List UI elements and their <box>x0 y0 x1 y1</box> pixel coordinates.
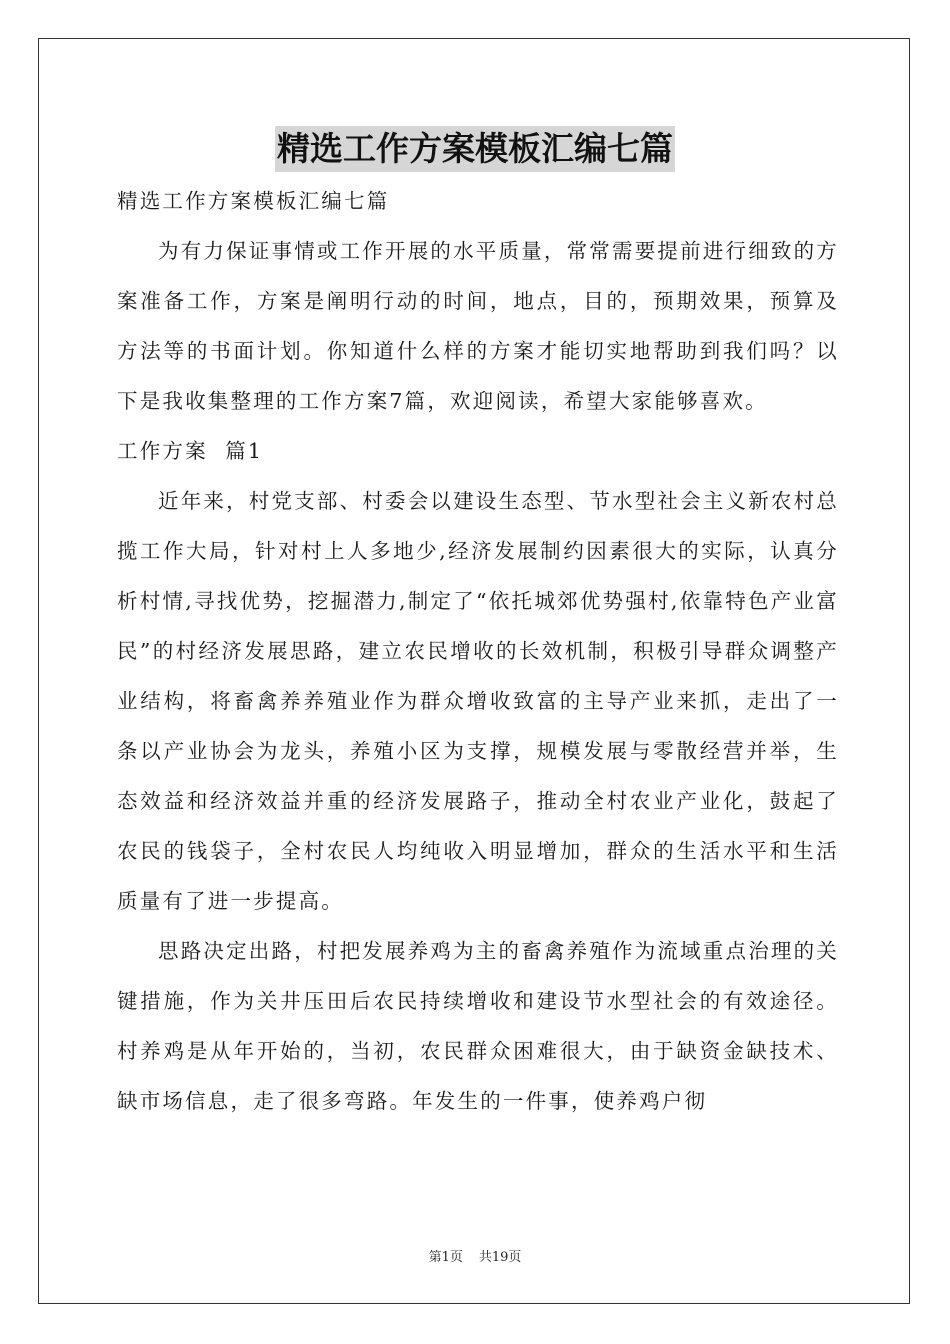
page-total: 共19页 <box>478 1250 522 1265</box>
body-paragraph-2: 思路决定出路，村把发展养鸡为主的畜禽养殖作为流域重点治理的关键措施，作为关井压田后农民持续增收和建设节水型社会的有效途径。村养鸡是从年开始的，当初，农民群众困难很大，由于缺资金缺技术、缺市场信息，走了很多弯路。年发生的一件事，使养鸡户彻 <box>117 939 839 1113</box>
section-heading: 工作方案 篇1 <box>117 439 264 463</box>
page-number: 第1页 <box>428 1250 463 1265</box>
document-body <box>117 176 839 1126</box>
page-footer <box>0 1246 950 1265</box>
title-container <box>0 126 950 172</box>
intro-paragraph: 为有力保证事情或工作开展的水平质量，常常需要提前进行细致的方案准备工作，方案是阐明行动的时间，地点，目的，预期效果，预算及方法等的书面计划。你知道什么样的方案才能切实地帮助到我们吗？以下是我收集整理的工作方案7篇，欢迎阅读，希望大家能够喜欢。 <box>117 239 839 413</box>
document-subtitle: 精选工作方案模板汇编七篇 <box>117 189 390 213</box>
body-paragraph-1: 近年来，村党支部、村委会以建设生态型、节水型社会主义新农村总揽工作大局，针对村上人多地少,经济发展制约因素很大的实际，认真分析村情,寻找优势，挖掘潜力,制定了“依托城郊优势强村,依靠特色产业富民”的村经济发展思路，建立农民增收的长效机制，积极引导群众调整产业结构，将畜禽养养殖业作为群众增收致富的主导产业来抓，走出了一条以产业协会为龙头，养殖小区为支撑，规模发展与零散经营并举，生态效益和经济效益并重的经济发展路子，推动全村农业产业化，鼓起了农民的钱袋子，全村农民人均纯收入明显增加，群众的生活水平和生活质量有了进一步提高。 <box>117 489 839 913</box>
document-title: 精选工作方案模板汇编七篇 <box>275 126 675 172</box>
